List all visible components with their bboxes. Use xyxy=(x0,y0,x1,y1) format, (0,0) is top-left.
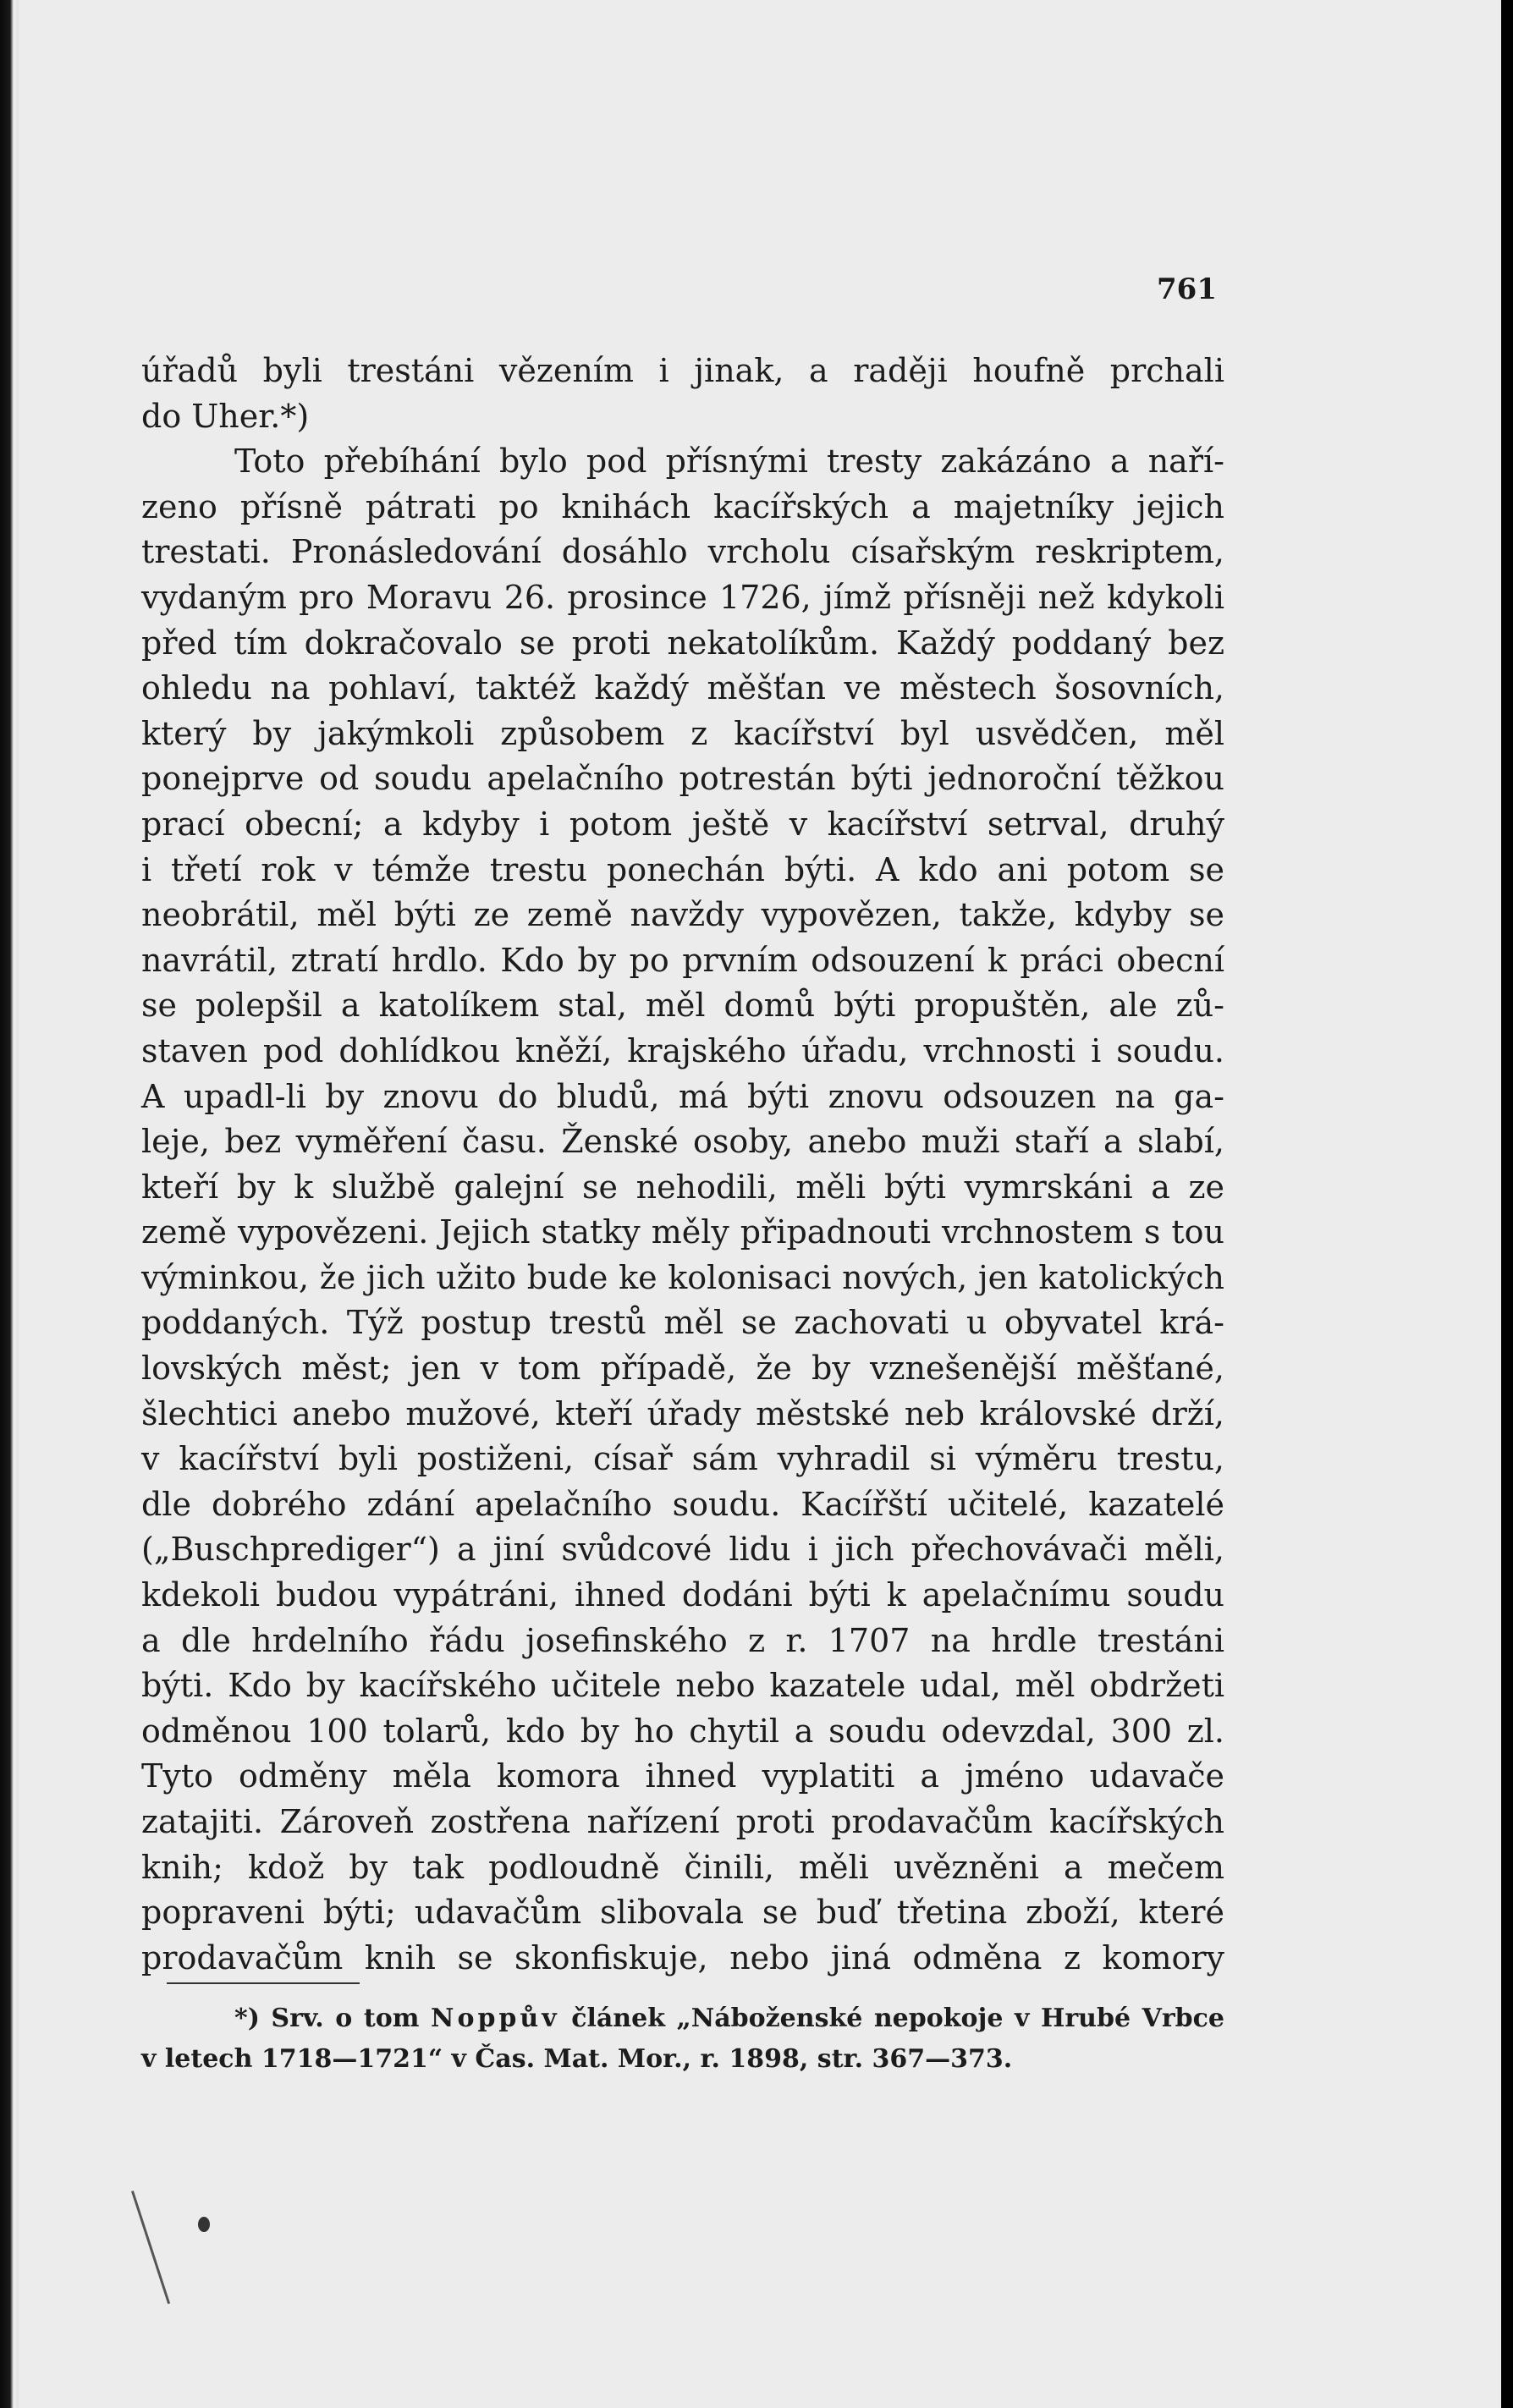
text-line: popraveni býti; udavačům slibovala se buď třetina zboží, které xyxy=(141,1894,1224,1932)
footnote-divider xyxy=(167,1982,360,1984)
body-text xyxy=(141,349,1224,1981)
text-line: neobrátil, měl býti ze země navždy vypovězen, takže, kdyby se xyxy=(141,896,1224,934)
book-page xyxy=(19,0,1501,2408)
text-line: ohledu na pohlaví, taktéž každý měšťan ve městech šosovních, xyxy=(141,669,1224,707)
text-line: dle dobrého zdání apelačního soudu. Kacířští učitelé, kazatelé xyxy=(141,1485,1224,1523)
footnote-author: Noppův xyxy=(431,2004,560,2033)
text-line: trestati. Pronásledování dosáhlo vrcholu císařským reskriptem, xyxy=(141,533,1224,571)
text-line: úřadů byli trestáni vězením i jinak, a raději houfně prchali xyxy=(141,352,1224,389)
scan-border xyxy=(1501,0,1513,2408)
text-line: před tím dokračovalo se proti nekatolíkům. Každý poddaný bez xyxy=(141,624,1224,662)
text-line: i třetí rok v témže trestu ponechán býti. A kdo ani potom se xyxy=(141,850,1224,888)
text-line: („Buschprediger“) a jiní svůdcové lidu i jich přechovávači měli, xyxy=(141,1531,1224,1569)
text-line: Tyto odměny měla komora ihned vyplatiti a jméno udavače xyxy=(141,1757,1224,1795)
text-line: navrátil, ztratí hrdlo. Kdo by po prvním odsouzení k práci obecní xyxy=(141,941,1224,979)
footnote-line: v letech 1718—1721“ v Čas. Mat. Mor., r. 1898, str. 367—373. xyxy=(141,2044,1013,2074)
text-line: prodavačům knih se skonfiskuje, nebo jiná odměna z komory xyxy=(141,1938,1224,1976)
footnote xyxy=(141,1998,1224,2080)
text-line: kteří by k službě galejní se nehodili, měli býti vymrskáni a ze xyxy=(141,1168,1224,1206)
ink-smudge xyxy=(198,2217,210,2232)
text-line: a dle hrdelního řádu josefinského z r. 1707 na hrdle trestáni xyxy=(141,1621,1224,1659)
text-line: odměnou 100 tolarů, kdo by ho chytil a soudu odevzdal, 300 zl. xyxy=(141,1712,1224,1750)
text-line: zeno přísně pátrati po knihách kacířských a majetníky jejich xyxy=(141,487,1224,525)
footnote-line xyxy=(141,1998,1224,2039)
text-line: šlechtici anebo mužové, kteří úřady městské neb královské drží, xyxy=(141,1394,1224,1432)
text-line: do Uher.*) xyxy=(141,397,310,435)
text-line: A upadl-li by znovu do bludů, má býti znovu odsouzen na ga- xyxy=(141,1077,1224,1115)
text-line: výminkou, že jich užito bude ke kolonisaci nových, jen katolických xyxy=(141,1258,1224,1296)
text-line: země vypovězeni. Jejich statky měly připadnouti vrchnostem s tou xyxy=(141,1213,1224,1251)
text-line: Toto přebíhání bylo pod přísnými tresty zakázáno a naří- xyxy=(234,443,1224,481)
text-line: v kacířství byli postiženi, císař sám vyhradil si výměru trestu, xyxy=(141,1440,1224,1478)
text-line: leje, bez vyměření času. Ženské osoby, anebo muži staří a slabí, xyxy=(141,1123,1224,1161)
text-line: který by jakýmkoli způsobem z kacířství byl usvědčen, měl xyxy=(141,714,1224,752)
text-line: lovských měst; jen v tom případě, že by vznešenější měšťané, xyxy=(141,1350,1224,1388)
footnote-title: článek „Náboženské nepokoje v Hrubé Vrbce xyxy=(571,2004,1224,2033)
text-line: knih; kdož by tak podloudně činili, měli uvězněni a mečem xyxy=(141,1848,1224,1886)
text-line: býti. Kdo by kacířského učitele nebo kazatele udal, měl obdržeti xyxy=(141,1667,1224,1705)
page-number: 761 xyxy=(1157,272,1217,306)
page-binding-edge xyxy=(0,0,19,2408)
text-line: se polepšil a katolíkem stal, měl domů býti propuštěn, ale zů- xyxy=(141,987,1224,1025)
text-line: kdekoli budou vypátráni, ihned dodáni býti k apelačnímu soudu xyxy=(141,1576,1224,1614)
text-line: staven pod dohlídkou kněží, krajského úřadu, vrchnosti i soudu. xyxy=(141,1031,1224,1069)
footnote-marker: *) Srv. o tom xyxy=(234,2004,420,2033)
text-line: ponejprve od soudu apelačního potrestán býti jednoroční těžkou xyxy=(141,760,1224,798)
text-line: prací obecní; a kdyby i potom ještě v kacířství setrval, druhý xyxy=(141,805,1224,843)
text-line: zatajiti. Zároveň zostřena nařízení proti prodavačům kacířských xyxy=(141,1803,1224,1840)
text-line: vydaným pro Moravu 26. prosince 1726, jímž přísněji než kdykoli xyxy=(141,578,1224,616)
pen-stroke-mark xyxy=(131,2191,170,2304)
text-line: poddaných. Týž postup trestů měl se zachovati u obyvatel krá- xyxy=(141,1304,1224,1342)
